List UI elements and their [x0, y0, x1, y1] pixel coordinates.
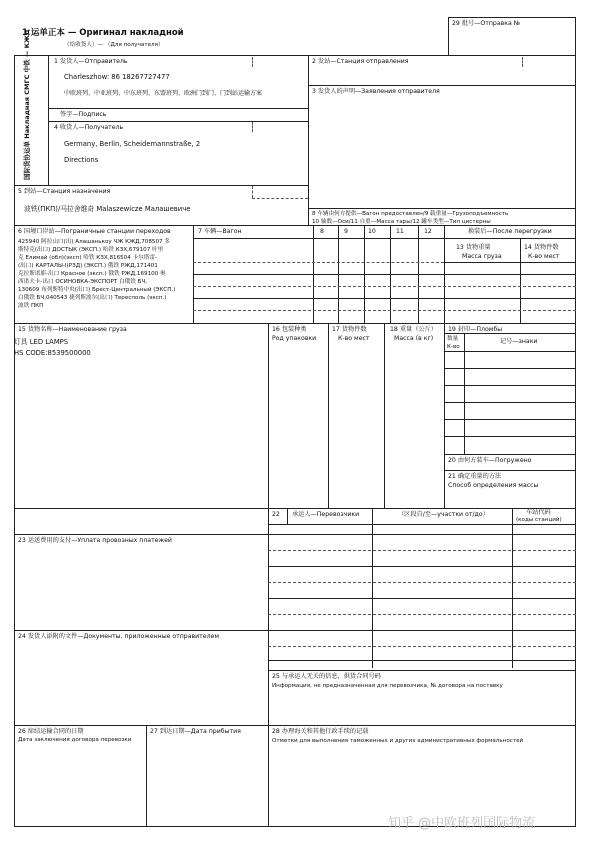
- box-19-label: 19 封印—Пломбы: [448, 326, 503, 333]
- wagon-row-line: [193, 274, 576, 275]
- seal-qty-ru: К-во: [447, 344, 460, 350]
- box-2-bottom: [308, 85, 576, 86]
- divider-16-17: [328, 323, 329, 508]
- seal-row: [444, 419, 576, 420]
- box-28-sub: Отметки для выполнения таможенных и других административных формальностей: [272, 738, 524, 744]
- col-10-header: 10: [368, 228, 376, 235]
- carrier-row: [268, 582, 576, 583]
- border-station-line: 克拉斯诺耶-出口 Красное (эксп.) 俄铁 РЖД,169100 奥: [18, 271, 166, 277]
- watermark: 知乎 @中欧班列国际物流: [388, 816, 536, 831]
- box-25-top: [268, 670, 576, 671]
- wagon-row-line: [193, 298, 576, 299]
- box-13-sub: Масса груза: [462, 253, 502, 260]
- carrier-row: [268, 550, 576, 551]
- box-18-sub: Масса (в кг): [394, 335, 434, 342]
- box-22-label: 22: [272, 511, 280, 518]
- seal-qty-cn: 数量: [447, 336, 459, 342]
- box-22-carriers: 承运人—Перевозчики: [292, 511, 360, 518]
- carrier-row: [268, 630, 576, 631]
- divider-15-16: [268, 323, 269, 826]
- box-16-label: 16 包装种类: [272, 326, 307, 333]
- box-1-label: 1 发货人—Отправитель: [54, 58, 128, 65]
- box-6-lines: [18, 238, 193, 310]
- box-26-sub: Дата заключения договора перевозки: [18, 737, 132, 743]
- box-22-top: [14, 508, 576, 509]
- box-13-line: [444, 262, 576, 263]
- box-5-dash: [252, 198, 308, 199]
- wagon-row-line: [193, 310, 576, 311]
- reload-label: 换装后—После перегрузки: [468, 228, 552, 235]
- box-5-label: 5 到站—Станция назначения: [18, 188, 111, 195]
- box-16-sub: Род упаковки: [272, 335, 317, 342]
- box-29-label: 29 批号—Отправка №: [452, 20, 521, 27]
- col-11-header: 11: [396, 228, 404, 235]
- box-2-tick: [522, 57, 523, 67]
- box-26-label: 26 缔结运输合同的日期: [18, 728, 84, 735]
- carrier-row: [268, 566, 576, 567]
- box-15-line1: 灯具 LED LAMPS: [14, 338, 69, 346]
- box-2-label: 2 发站—Станция отправления: [312, 58, 409, 65]
- box-27-label: 27 到达日期—Дата прибытия: [150, 728, 241, 735]
- box-5-top: [14, 185, 308, 186]
- border-station-line: (出口) КАРТАЛЫ-I(РЗД) (ЭКСП.) 俄铁 РЖД,171401: [18, 263, 158, 269]
- box-14-sub: К-во мест: [528, 253, 560, 260]
- box-4-line2: Directions: [64, 156, 99, 164]
- col-12-header: 12: [424, 228, 432, 235]
- seal-mark-label: 记号—знаки: [500, 338, 538, 345]
- box-6-top: [14, 225, 576, 226]
- box-23-top: [14, 534, 268, 535]
- seal-row: [444, 351, 576, 352]
- divider-main-top: [308, 55, 309, 225]
- col-8-header: 8: [320, 228, 324, 235]
- form-title: 1 运单正本 — Оригинал накладной: [22, 28, 184, 38]
- box-23-label: 23 运送费用的支付—Уплата провозных платежей: [18, 537, 172, 544]
- carrier-row: [268, 598, 576, 599]
- box-22-section: （区段自/至—участки от/до）: [398, 511, 489, 518]
- box-21-top: [444, 470, 576, 471]
- box-7-label: 7 车辆—Вагон: [198, 228, 242, 235]
- box-1-line1: Charleszhow: 86 18267727477: [64, 73, 170, 81]
- border-station-line: 425940 阿拉山口(出) Алашанькоу ЧЖ КЖД,708507 多: [18, 239, 170, 245]
- wagon-row-line: [193, 286, 576, 287]
- carrier-row: [268, 660, 576, 661]
- carrier-row: [268, 614, 576, 615]
- box-1-signature: 签字—Подпись: [60, 111, 107, 118]
- box-1-line2: 中欧班列、中亚班列、中东班列、东盟班列、欧洲门到门、门到站运输方案: [64, 90, 263, 97]
- border-station-line: 斯特克(出口) ДОСТЫК (ЭКСП.) 哈铁 КЗХ,679107 叶里: [18, 247, 164, 253]
- form-subtitle: （给收货人）— （Для получателя）: [64, 42, 164, 48]
- box-3-label: 3 发货人的声明—Заявления отправителя: [312, 88, 440, 95]
- seal-row: [444, 402, 576, 403]
- box-17-sub: К-во мест: [338, 335, 370, 342]
- box-22-col-a: [372, 508, 373, 668]
- box-1-tick: [252, 57, 253, 67]
- carrier-row: [268, 534, 576, 535]
- seal-row: [444, 436, 576, 437]
- border-station-line: 克 Елимай (обл)(эксп) 哈铁 КЗХ,816504 卡尔塔雷-: [18, 255, 157, 261]
- box-15-line2: HS CODE:8539500000: [14, 349, 91, 357]
- box-5-tick: [252, 186, 253, 198]
- divider-17-18: [384, 323, 385, 508]
- box-26-top: [14, 725, 576, 726]
- seal-row: [444, 368, 576, 369]
- box-15-label: 15 货物名称—Наименование груза: [18, 326, 127, 333]
- form-frame: [14, 55, 576, 827]
- box-4-line1: Germany, Berlin, Scheidemannstraße, 2: [64, 140, 201, 148]
- box-7-header-line: [193, 238, 576, 239]
- border-station-line: 波铁 ПКП: [18, 303, 44, 309]
- box-22-header-line: [268, 524, 576, 525]
- box-24-top: [14, 630, 268, 631]
- box-8-top: [308, 208, 576, 209]
- box-28-label: 28 办理海关和其他行政手续的记载: [272, 728, 369, 735]
- station-code-label: 车站代码: [526, 509, 551, 516]
- box-4-tick: [252, 122, 253, 132]
- station-code-sub: (коды станций): [516, 517, 562, 523]
- box-18-label: 18 重量（公斤）: [390, 326, 437, 333]
- box-1-sig-line: [48, 108, 308, 109]
- box-24-label: 24 发货人添附的文件—Документы, приложенные отправителем: [18, 633, 220, 640]
- box-5-value: 波铁(ПКП)/马拉舍维奇 Malaszewicze Малашевиче: [24, 205, 191, 213]
- box-6-label: 6 国境口岸站—Пограничные станции переходов: [18, 228, 171, 235]
- box-13-label: 13 货物重量: [456, 244, 491, 251]
- carrier-row: [268, 646, 576, 647]
- border-station-line: 130609 布列斯特中央(出口) Брест-Центральный (ЭКСП.): [18, 287, 176, 293]
- box-8-label: 8 车辆由何方提供—Вагон предоставлен/9 载重量—Грузоподъемность: [312, 211, 509, 217]
- divider-26-27: [146, 725, 147, 827]
- box-25-label: 25 与承运人无关的信息，供货合同号码: [272, 673, 381, 680]
- vertical-form-label: 国际货协运单 Накладная СМГС 中铁 — КЖД: [23, 29, 31, 180]
- box-8-sub: 10 轴数—Оси/11 自重—Масса тары/12 罐车类型—Тип цистерны: [312, 219, 491, 225]
- box-4-label: 4 收货人—Получатель: [54, 124, 124, 131]
- box-22-num-divider: [287, 508, 288, 524]
- col-9-header: 9: [344, 228, 348, 235]
- box-21-label: 21 确定重量的方法: [448, 473, 502, 480]
- border-station-line: 白俄铁 БЧ,040543 捷列斯波尔(出口) Тересполь (эксп.): [18, 295, 167, 301]
- box-15-top: [14, 323, 576, 324]
- box-14-label: 14 货物件数: [524, 244, 559, 251]
- seal-row: [444, 385, 576, 386]
- box-20-label: 20 由何方装车—Погружено: [448, 457, 532, 464]
- wagon-row-line: [193, 262, 444, 263]
- seal-row: [444, 454, 576, 455]
- box-25-sub: Информация, не предназначенная для перевозчика, № договора на поставку: [272, 683, 503, 689]
- border-station-line: 西诺夫卡-出口 ОСИНОВКА-ЭКСПОРТ 白俄铁 БЧ,: [18, 279, 148, 285]
- box-17-label: 17 货物件数: [332, 326, 367, 333]
- box-4-top: [48, 121, 308, 122]
- box-21-sub: Способ определения массы: [448, 482, 539, 489]
- vertical-divider: [48, 55, 49, 185]
- box-22-col-b: [512, 508, 513, 668]
